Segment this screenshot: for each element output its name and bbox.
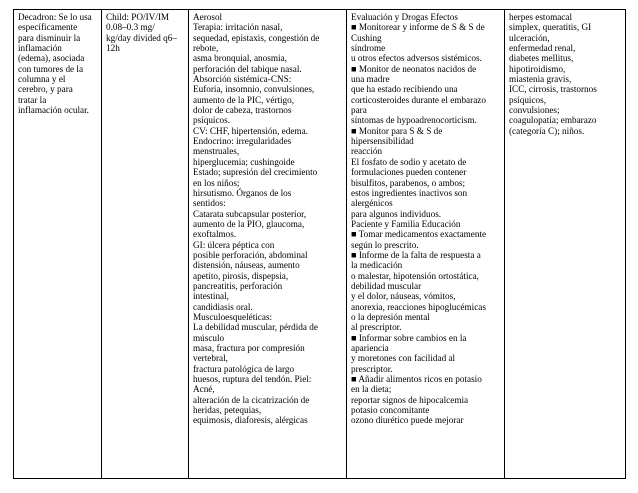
- cell-line: coagulopatía; embarazo: [509, 115, 597, 126]
- cell-line: huesos, ruptura del tendón. Piel:: [193, 374, 312, 385]
- cell-line: ■ Informar sobre cambios en la: [351, 332, 467, 343]
- cell-line: apariencia: [351, 343, 389, 353]
- cell-line: cerebro, y para: [18, 84, 73, 95]
- cell-line: ICC, cirrosis, trastornos: [509, 84, 597, 95]
- cell-line: dolor de cabeza, trastornos: [193, 105, 292, 116]
- column-dosage: [102, 10, 189, 478]
- column-drug-use: [14, 10, 102, 478]
- cell-line: y el dolor, náuseas, vómitos,: [351, 291, 456, 302]
- cell-line: potasio concomitante: [351, 405, 430, 416]
- cell-line: Estado; supresión del crecimiento: [193, 167, 318, 178]
- cell-line: Evaluación y Drogas Efectos: [351, 12, 458, 22]
- cell-line: en los niños;: [193, 177, 240, 188]
- cell-line: Paciente y Familia Educación: [351, 218, 461, 229]
- cell-line: apetito, pirosis, dispepsia,: [193, 270, 289, 281]
- cell-line: perforación del tabique nasal.: [193, 63, 302, 74]
- cell-line: 0.08–0.3 mg/: [106, 22, 155, 33]
- cell-line: bisulfitos, parabenos, o ambos;: [351, 177, 466, 188]
- cell-line: para algunos individuos.: [351, 208, 442, 219]
- cell-line: ■ Tomar medicamentos exactamente: [351, 229, 487, 240]
- cell-line: corticosteroides durante el embarazo: [351, 94, 486, 105]
- cell-line: y moretones con facilidad al: [351, 353, 456, 364]
- cell-line: herpes estomacal: [509, 12, 573, 22]
- cell-line: específicamente: [18, 22, 78, 33]
- cell-line: psíquicos.: [193, 115, 231, 126]
- cell-line: formulaciones pueden contener: [351, 167, 467, 178]
- cell-line: posible perforación, abdominal: [193, 249, 308, 260]
- cell-line: Euforia, insomnio, convulsiones,: [193, 84, 315, 95]
- cell-line: reacción: [351, 146, 383, 157]
- cell-line: en la dieta;: [351, 384, 392, 395]
- cell-line: distensión, náuseas, aumento: [193, 260, 300, 271]
- cell-line: aumento de la PIC, vértigo,: [193, 94, 295, 105]
- cell-line: psíquicos,: [509, 94, 547, 105]
- cell-line: rebote,: [193, 43, 219, 54]
- cell-line: inflamación ocular.: [18, 105, 89, 116]
- cell-line: reportar signos de hipocalcemia: [351, 394, 469, 405]
- cell-line: debilidad muscular: [351, 280, 422, 291]
- column-nursing-implications: [347, 10, 505, 478]
- cell-line: síntomas de hypoadrenocorticism.: [351, 115, 477, 126]
- cell-line: una madre: [351, 74, 390, 85]
- cell-line: heridas, petequias,: [193, 405, 262, 416]
- cell-line: aumento de la PIO, glaucoma,: [193, 218, 305, 229]
- cell-line: (categoría C); niños.: [509, 125, 585, 136]
- cell-line: ■ Monitor de neonatos nacidos de: [351, 63, 477, 74]
- cell-line: Decadron: Se lo usa: [18, 12, 92, 22]
- cell-line: Endocrino: irregularidades: [193, 136, 292, 147]
- cell-line: GI: úlcera péptica con: [193, 239, 275, 250]
- cell-line: estos ingredientes inactivos son: [351, 187, 468, 198]
- cell-line: hipersensibilidad: [351, 136, 414, 147]
- cell-line: o malestar, hipotensión ortostática,: [351, 270, 479, 281]
- cell-line: ■ Informe de la falta de respuesta a: [351, 249, 481, 260]
- cell-line: con tumores de la: [18, 63, 84, 74]
- cell-line: vertebral,: [193, 353, 228, 364]
- cell-line: hipotiroidismo,: [509, 63, 566, 74]
- cell-line: exoftalmos.: [193, 229, 237, 240]
- cell-line: El fosfato de sodio y acetato de: [351, 156, 467, 167]
- drug-info-table: [13, 9, 626, 479]
- cell-line: masa, fractura por compresión: [193, 343, 305, 353]
- cell-line: Terapia: irritación nasal,: [193, 22, 283, 33]
- cell-line: u otros efectos adversos sistémicos.: [351, 53, 482, 64]
- cell-line: sentidos:: [193, 198, 226, 209]
- cell-line: miastenia gravis,: [509, 74, 572, 85]
- cell-line: intestinal,: [193, 291, 229, 302]
- cell-line: Child: PO/IV/IM: [106, 12, 170, 22]
- column-adverse-effects: [189, 10, 347, 478]
- cell-line: alteración de la cicatrización de: [193, 394, 310, 405]
- cell-line: fractura patológica de largo: [193, 363, 295, 374]
- cell-line: prescriptor.: [351, 363, 393, 374]
- cell-line: para disminuir la: [18, 32, 81, 43]
- cell-line: Musculoesqueléticas:: [193, 311, 273, 322]
- cell-line: al prescriptor.: [351, 322, 402, 333]
- cell-line: ozono diurético puede mejorar: [351, 415, 464, 426]
- cell-line: que ha estado recibiendo una: [351, 84, 458, 95]
- cell-line: tratar la: [18, 94, 47, 105]
- cell-line: diabetes mellitus,: [509, 53, 574, 64]
- column-contraindications: [505, 10, 625, 478]
- cell-line: síndrome: [351, 43, 386, 54]
- cell-line: para: [351, 105, 367, 116]
- cell-line: Absorción sistémica-CNS:: [193, 74, 292, 85]
- cell-line: alergénicos: [351, 198, 393, 209]
- cell-line: equimosis, diaforesis, alérgicas: [193, 415, 308, 426]
- cell-line: ulceración,: [509, 32, 550, 43]
- cell-line: hiperglucemia; cushingoide: [193, 156, 295, 167]
- cell-line: columna y el: [18, 74, 66, 85]
- cell-line: músculo: [193, 332, 225, 343]
- cell-line: (edema), asociada: [18, 53, 85, 64]
- cell-line: 12h: [106, 43, 120, 54]
- cell-line: ■ Añadir alimentos ricos en potasio: [351, 374, 482, 385]
- cell-line: asma bronquial, anosmia,: [193, 53, 287, 64]
- cell-line: inflamación: [18, 43, 62, 54]
- cell-line: anorexia, reacciones hipoglucémicas: [351, 301, 486, 312]
- cell-line: enfermedad renal,: [509, 43, 576, 54]
- cell-line: Acné,: [193, 384, 215, 395]
- cell-line: pancreatitis, perforación: [193, 280, 283, 291]
- cell-line: menstruales,: [193, 146, 240, 157]
- cell-line: Aerosol: [193, 12, 223, 22]
- cell-line: simplex, queratitis, GI: [509, 22, 592, 33]
- cell-line: o la depresión mental: [351, 311, 430, 322]
- cell-line: Cushing: [351, 32, 382, 43]
- cell-line: convulsiones;: [509, 105, 560, 116]
- cell-line: ■ Monitor para S & S de: [351, 125, 443, 136]
- cell-line: ■ Monitorear y informe de S & S de: [351, 22, 485, 33]
- cell-line: sequedad, epistaxis, congestión de: [193, 32, 320, 43]
- cell-line: candidiasis oral.: [193, 301, 253, 312]
- cell-line: según lo prescrito.: [351, 239, 419, 250]
- cell-line: La debilidad muscular, pérdida de: [193, 322, 318, 333]
- cell-line: la medicación: [351, 260, 403, 271]
- cell-line: kg/day divided q6–: [106, 32, 177, 43]
- cell-line: hirsutismo. Órganos de los: [193, 187, 292, 198]
- cell-line: CV: CHF, hipertensión, edema.: [193, 125, 308, 136]
- cell-line: Catarata subcapsular posterior,: [193, 208, 307, 219]
